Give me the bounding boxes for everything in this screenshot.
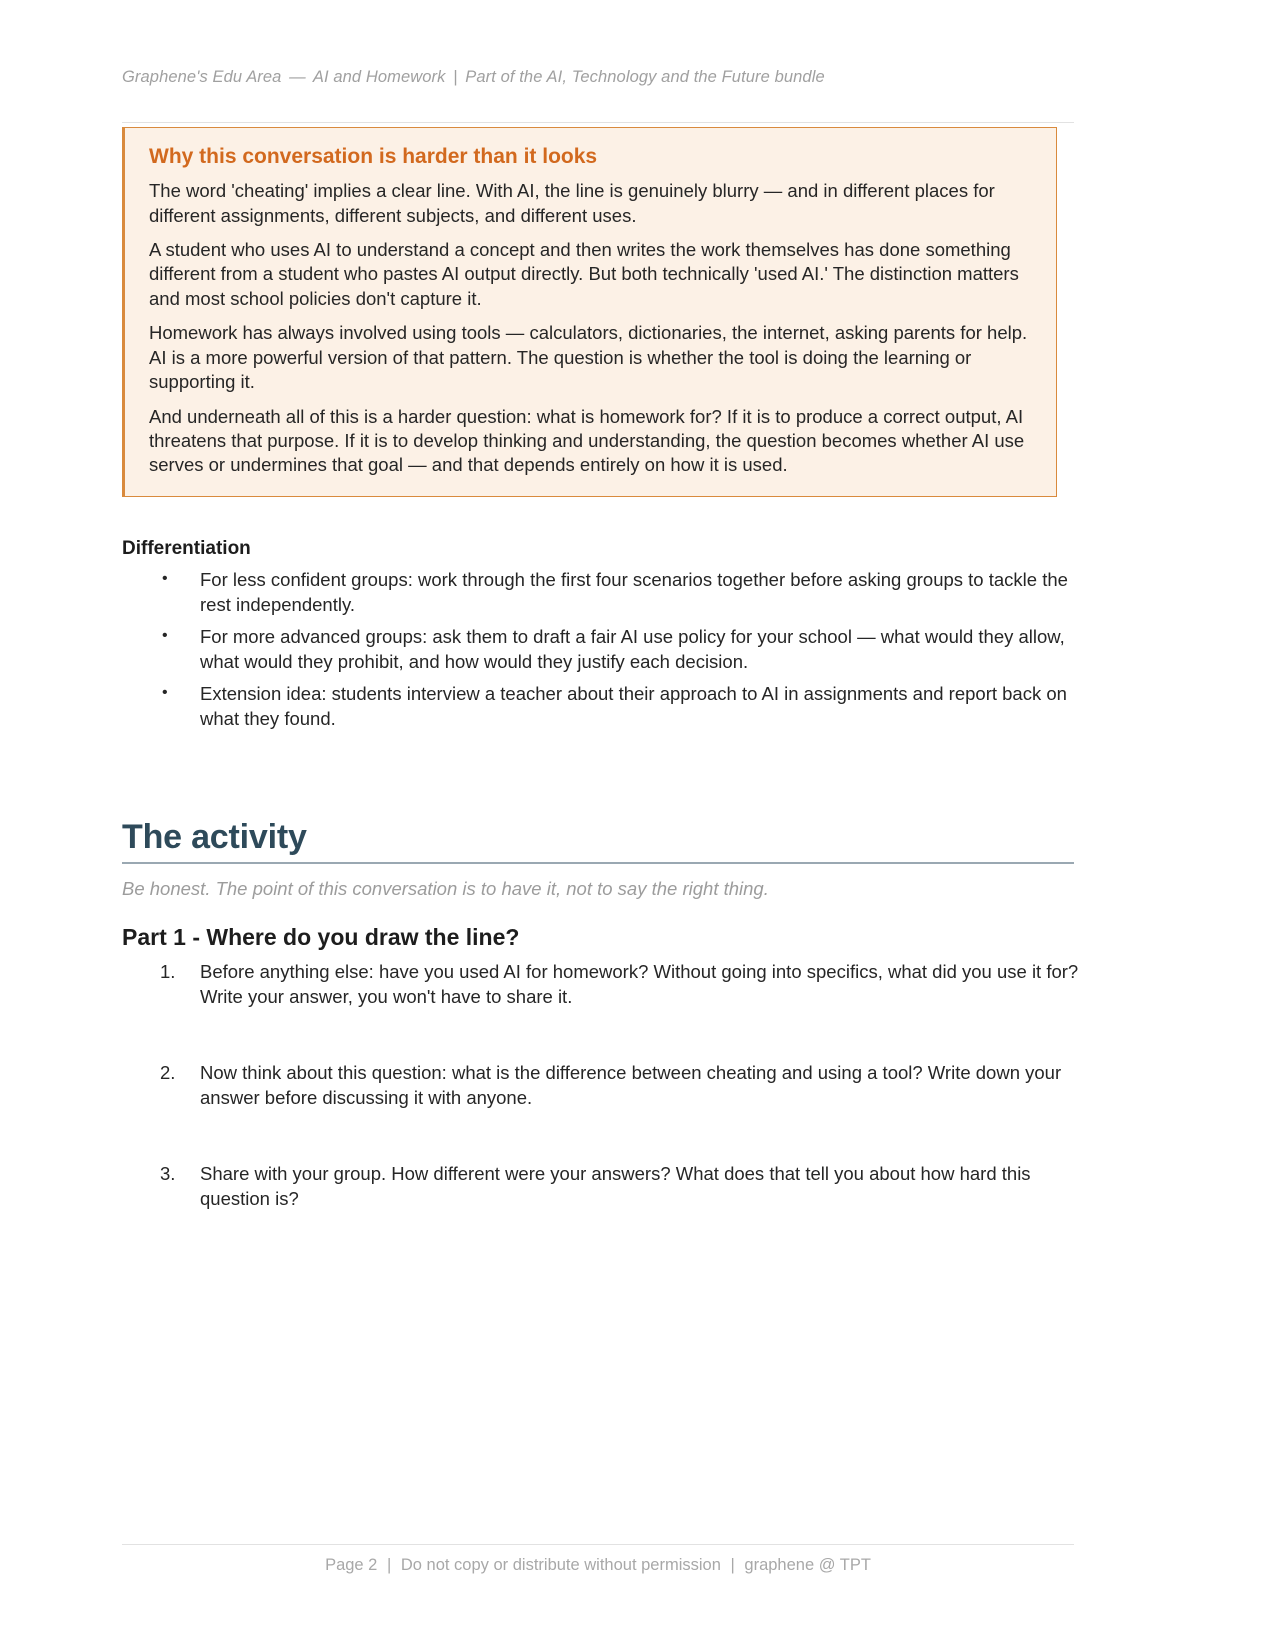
activity-steps-list — [122, 960, 1092, 1264]
list-item-text: For less confident groups: work through the first four scenarios together before asking groups to tackle the rest independently. — [200, 569, 1068, 615]
list-item-text: Before anything else: have you used AI for homework? Without going into specifics, what did you use it for? Write your answer, you won't have to share it. — [200, 961, 1079, 1007]
bullet-icon: • — [162, 684, 168, 702]
list-item — [122, 568, 1077, 617]
footer-divider: | — [730, 1556, 735, 1574]
list-item-number: 2. — [160, 1062, 176, 1084]
header-brand: Graphene's Edu Area — [122, 68, 282, 86]
footer-attribution: graphene @ TPT — [744, 1556, 871, 1574]
header-dash: — — [289, 68, 306, 86]
callout-title: Why this conversation is harder than it looks — [149, 145, 598, 168]
callout-paragraph: Homework has always involved using tools — calculators, dictionaries, the internet, asking parents for help. AI is a more powerful version of that pattern. The question is whether the tool is doing the learning or supporting it. — [149, 322, 1028, 393]
list-item-text: Now think about this question: what is the difference between cheating and using a tool? Write down your answer before discussing it with anyone. — [200, 1062, 1062, 1108]
footer-page-number: Page 2 — [325, 1556, 378, 1574]
callout-box — [122, 127, 1057, 497]
list-item-number: 3. — [160, 1163, 176, 1185]
bullet-icon: • — [162, 570, 168, 587]
bullet-icon: • — [162, 627, 168, 645]
list-item-text: Extension idea: students interview a teacher about their approach to AI in assignments and report back on what they found. — [200, 683, 1067, 729]
list-item — [122, 960, 1092, 1009]
list-item-text: For more advanced groups: ask them to draft a fair AI use policy for your school — what would they allow, what would they prohibit, and how would they justify each decision. — [200, 626, 1065, 672]
list-item-text: Share with your group. How different were your answers? What does that tell you about how hard this question is? — [200, 1163, 1031, 1209]
differentiation-heading: Differentiation — [122, 538, 251, 559]
list-item — [122, 625, 1077, 674]
callout-paragraph: The word 'cheating' implies a clear line. With AI, the line is genuinely blurry — and in different places for different assignments, different subjects, and different uses. — [149, 180, 995, 226]
footer-divider: | — [386, 1556, 392, 1574]
section-title-rule — [122, 862, 1074, 864]
footer-divider-rule — [122, 1544, 1074, 1545]
document-running-header — [122, 68, 1074, 87]
section-title: The activity — [122, 818, 307, 856]
part-heading: Part 1 - Where do you draw the line? — [122, 924, 520, 950]
section-subtitle: Be honest. The point of this conversation is to have it, not to say the right thing. — [122, 878, 769, 899]
callout-paragraph: A student who uses AI to understand a concept and then writes the work themselves has done something different from a student who pastes AI output directly. But both technically 'used AI.' The distinction matters and most school policies don't capture it. — [149, 239, 1019, 309]
differentiation-list — [122, 568, 1077, 740]
header-doc-title: AI and Homework — [312, 68, 446, 86]
list-item — [122, 1061, 1092, 1110]
document-footer — [122, 1556, 1074, 1575]
header-divider: | — [453, 68, 458, 86]
list-item — [122, 1162, 1092, 1211]
list-item — [122, 682, 1077, 731]
header-bundle: Part of the AI, Technology and the Future bundle — [465, 68, 825, 86]
header-divider-rule — [122, 122, 1074, 123]
list-item-number: 1. — [160, 961, 176, 982]
callout-paragraph: And underneath all of this is a harder question: what is homework for? If it is to produce a correct output, AI threatens that purpose. If it is to develop thinking and understanding, the question becomes whether AI use serves or undermines that goal — and that depends entirely on how it is used. — [149, 405, 1025, 476]
footer-notice: Do not copy or distribute without permission — [400, 1556, 721, 1574]
